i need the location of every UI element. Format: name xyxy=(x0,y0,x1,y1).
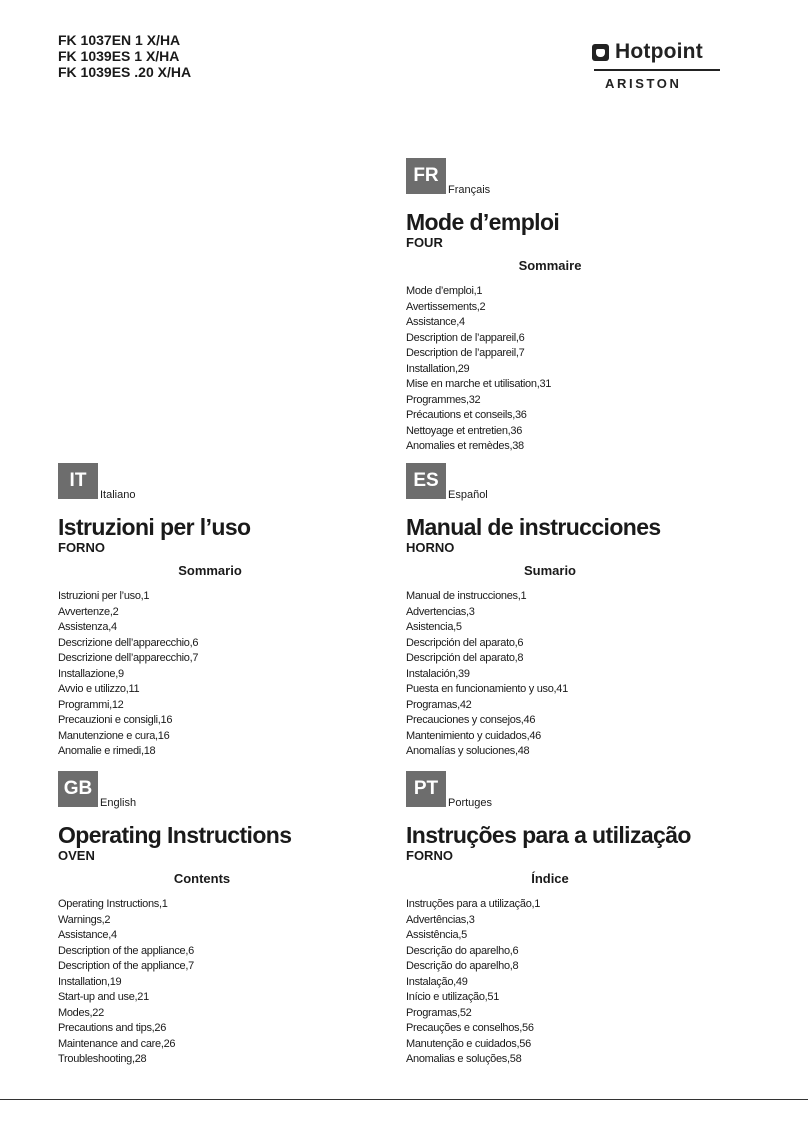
toc-item: Descripción del aparato,6 xyxy=(406,636,524,649)
toc-item: Descrizione dell’apparecchio,7 xyxy=(58,652,199,664)
toc-item: Warnings,2 xyxy=(58,913,111,926)
brand-logo xyxy=(592,40,730,90)
toc-item: Installation,29 xyxy=(406,362,470,375)
section-title: Istruzioni per l’uso xyxy=(58,514,251,540)
section-gb xyxy=(58,771,388,1068)
section-it xyxy=(58,463,388,760)
brand-mark-icon xyxy=(592,44,609,61)
toc-heading: Contents xyxy=(173,871,231,886)
toc-list xyxy=(406,589,736,760)
toc-item: Instruções para a utilização,1 xyxy=(406,898,541,910)
language-name: Français xyxy=(448,184,491,196)
toc-heading: Índice xyxy=(531,871,569,886)
toc-item: Início e utilização,51 xyxy=(406,991,500,1003)
toc-item: Manutenção e cuidados,56 xyxy=(406,1037,531,1050)
toc-item: Assistance,4 xyxy=(58,929,117,941)
toc-item: Descrição do aparelho,8 xyxy=(406,960,519,972)
model-numbers xyxy=(58,32,191,80)
toc-item: Instalación,39 xyxy=(406,667,470,680)
section-fr xyxy=(406,158,736,455)
toc-item: Précautions et conseils,36 xyxy=(406,409,527,421)
toc-list xyxy=(58,897,388,1068)
toc-item: Installazione,9 xyxy=(58,667,124,680)
toc-item: Manutenzione e cura,16 xyxy=(58,729,170,742)
toc-item: Anomalias e soluções,58 xyxy=(406,1053,522,1065)
language-badge: ES xyxy=(406,463,446,499)
toc-item: Puesta en funcionamiento y uso,41 xyxy=(406,683,568,695)
section-subtitle: FORNO xyxy=(58,540,105,555)
toc-item: Manual de instrucciones,1 xyxy=(406,590,527,602)
toc-item: Anomalie e rimedi,18 xyxy=(58,745,156,757)
toc-list xyxy=(406,897,736,1068)
language-name: Español xyxy=(448,489,488,501)
toc-list xyxy=(58,589,388,760)
toc-heading: Sumario xyxy=(523,563,576,578)
toc-item: Start-up and use,21 xyxy=(58,991,149,1003)
toc-item: Nettoyage et entretien,36 xyxy=(406,424,523,437)
section-title: Mode d’emploi xyxy=(406,209,560,235)
model-number: FK 1039ES 1 X/HA xyxy=(58,48,180,64)
toc-item: Mantenimiento y cuidados,46 xyxy=(406,729,541,742)
toc-item: Installation,19 xyxy=(58,975,122,988)
language-name: Italiano xyxy=(100,489,136,501)
toc-item: Advertências,3 xyxy=(406,913,475,926)
toc-item: Anomalies et remèdes,38 xyxy=(406,440,524,452)
toc-item: Avertissements,2 xyxy=(406,300,486,313)
toc-item: Advertencias,3 xyxy=(406,605,475,618)
toc-item: Description of the appliance,6 xyxy=(58,944,194,957)
language-name: English xyxy=(100,797,137,809)
toc-item: Precauciones y consejos,46 xyxy=(406,714,536,726)
toc-item: Operating Instructions,1 xyxy=(58,898,168,910)
toc-item: Programmi,12 xyxy=(58,698,124,711)
brand-sub: ARISTON xyxy=(605,76,682,91)
toc-item: Assistenza,4 xyxy=(58,621,117,633)
toc-item: Description de l’appareil,7 xyxy=(406,347,525,359)
section-title: Manual de instrucciones xyxy=(406,514,661,540)
toc-item: Maintenance and care,26 xyxy=(58,1037,176,1050)
brand-name: Hotpoint xyxy=(615,40,703,63)
toc-item: Description de l’appareil,6 xyxy=(406,331,525,344)
toc-item: Programas,42 xyxy=(406,698,472,711)
toc-item: Descrição do aparelho,6 xyxy=(406,944,519,957)
toc-item: Instalação,49 xyxy=(406,975,468,988)
section-subtitle: FORNO xyxy=(406,848,453,863)
toc-item: Programmes,32 xyxy=(406,393,481,406)
toc-item: Precauzioni e consigli,16 xyxy=(58,714,173,726)
toc-item: Assistência,5 xyxy=(406,929,467,941)
section-es xyxy=(406,463,736,760)
section-subtitle: FOUR xyxy=(406,235,443,250)
toc-item: Descripción del aparato,8 xyxy=(406,652,524,664)
toc-item: Precautions and tips,26 xyxy=(58,1022,167,1034)
toc-item: Mise en marche et utilisation,31 xyxy=(406,378,552,390)
section-title: Instruções para a utilização xyxy=(406,822,691,848)
toc-item: Avvertenze,2 xyxy=(58,605,119,618)
section-title: Operating Instructions xyxy=(58,822,292,848)
section-pt xyxy=(406,771,736,1068)
section-subtitle: OVEN xyxy=(58,848,95,863)
toc-item: Anomalías y soluciones,48 xyxy=(406,745,530,757)
toc-item: Precauções e conselhos,56 xyxy=(406,1022,534,1034)
toc-item: Assistance,4 xyxy=(406,316,465,328)
toc-item: Descrizione dell’apparecchio,6 xyxy=(58,636,199,649)
language-badge: GB xyxy=(58,771,98,807)
toc-item: Mode d’emploi,1 xyxy=(406,285,483,297)
toc-heading: Sommaire xyxy=(518,258,582,273)
toc-item: Programas,52 xyxy=(406,1006,472,1019)
toc-heading: Sommario xyxy=(178,563,242,578)
language-badge: FR xyxy=(406,158,446,194)
toc-item: Asistencia,5 xyxy=(406,621,462,633)
model-number: FK 1039ES .20 X/HA xyxy=(58,64,192,80)
language-badge: PT xyxy=(406,771,446,807)
language-name: Portuges xyxy=(448,797,493,809)
brand-divider xyxy=(594,69,720,71)
section-subtitle: HORNO xyxy=(406,540,455,555)
language-badge: IT xyxy=(58,463,98,499)
toc-item: Istruzioni per l’uso,1 xyxy=(58,590,150,602)
toc-item: Troubleshooting,28 xyxy=(58,1053,147,1065)
model-number: FK 1037EN 1 X/HA xyxy=(58,32,181,48)
toc-item: Avvio e utilizzo,11 xyxy=(58,683,140,695)
footer-rule xyxy=(0,1099,808,1100)
toc-item: Description of the appliance,7 xyxy=(58,960,194,972)
toc-item: Modes,22 xyxy=(58,1006,104,1019)
toc-list xyxy=(406,284,736,455)
